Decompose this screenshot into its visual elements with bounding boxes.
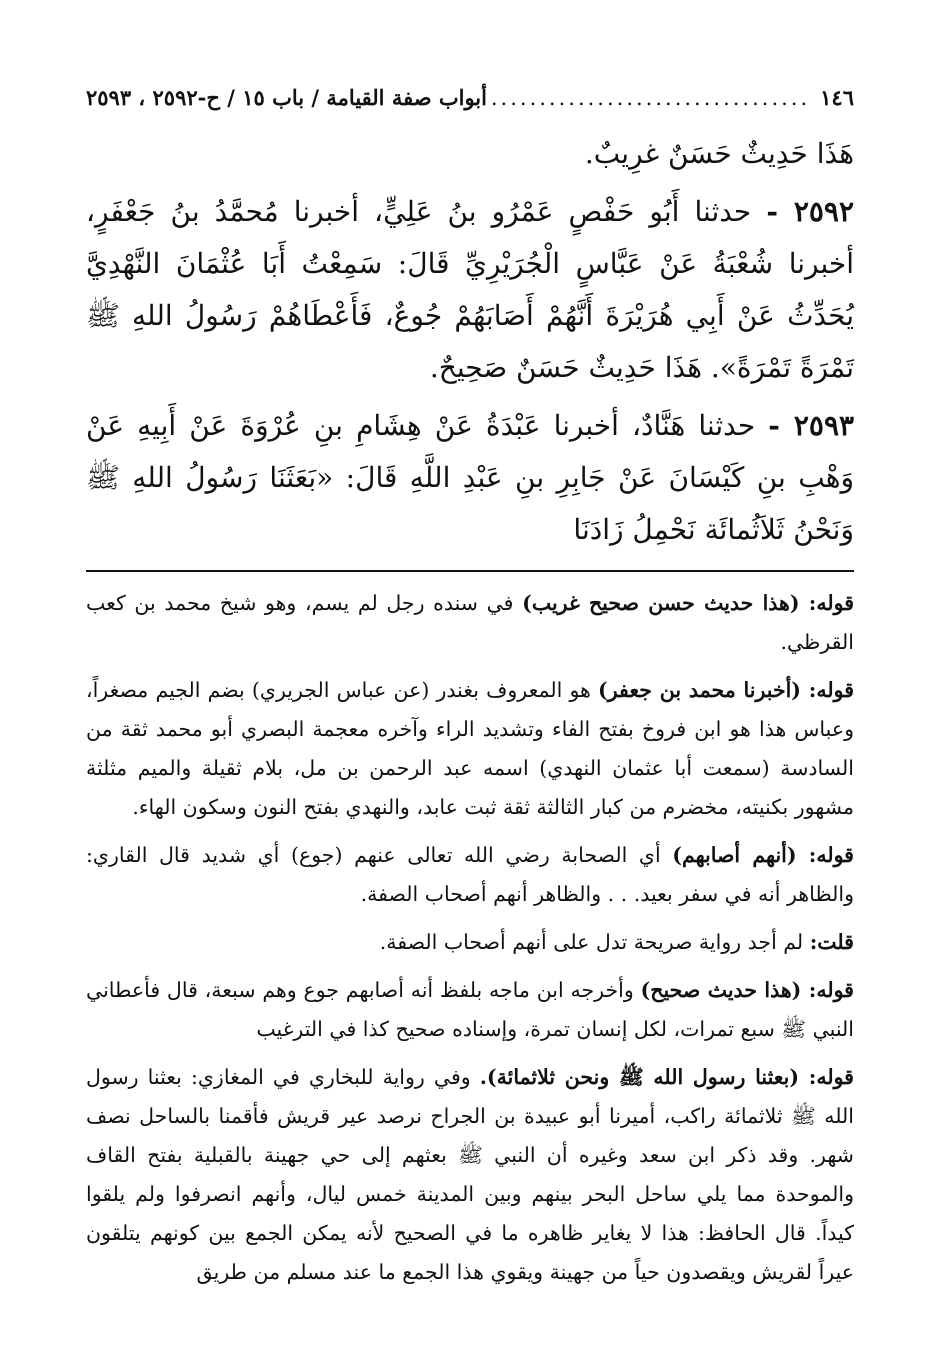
commentary-lead: قلت: — [809, 930, 854, 954]
commentary-text: أي الصحابة رضي الله تعالى عنهم (جوع) أي شديد قال القاري: والظاهر أنه في سفر بعيد. . . والظاهر أنهم أصحاب الصفة. — [86, 843, 854, 906]
commentary-text: في سنده رجل لم يسم، وهو شيخ محمد بن كعب القرظي. — [86, 591, 854, 654]
commentary-lead: قوله: (بعثنا رسول الله ﷺ ونحن ثلاثمائة). — [479, 1065, 854, 1089]
commentary-paragraph — [86, 584, 854, 662]
commentary-text: هو المعروف بغندر (عن عباس الجريري) بضم الجيم مصغراً، وعباس هذا هو ابن فروخ بفتح الفاء وتشديد الراء وآخره معجمة البصري أبو محمد ثقة من السادسة (سمعت أبا عثمان النهدي) اسمه عبد الرحمن بن مل، بلام ثقيلة والميم مثلثة مشهور بكنيته، مخضرم من كبار الثالثة ثقة ثبت عابد، والنهدي بفتح النون وسكون الهاء. — [86, 678, 854, 819]
commentary-text: وفي رواية للبخاري في المغازي: بعثنا رسول الله ﷺ ثلاثمائة راكب، أميرنا أبو عبيدة بن الجراح نرصد عير قريش فأقمنا بالساحل نصف شهر. وقد ذكر ابن سعد وغيره أن النبي ﷺ بعثهم إلى حي جهينة بالقبلية بفتح القاف والموحدة مما يلي ساحل البحر بينهم وبين المدينة خمس ليال، وأنهم انصرفوا ولم يلقوا كيداً. قال الحافظ: هذا لا يغاير ظاهره ما في الصحيح لأنه يمكن الجمع بين كونهم يتلقون عيراً لقريش ويقصدون حياً من جهينة ويقوي هذا الجمع ما عند مسلم من طريق — [86, 1065, 854, 1284]
commentary-lead: قوله: (أخبرنا محمد بن جعفر) — [598, 678, 854, 702]
dot-leader — [487, 78, 820, 118]
running-header — [86, 78, 854, 120]
commentary-paragraph — [86, 836, 854, 914]
hadith-2593 — [86, 400, 854, 556]
book-page — [86, 78, 854, 1301]
hadith-text-2592: حدثنا أَبُو حَفْصٍ عَمْرُو بنُ عَلِيٍّ، أخبرنا مُحمَّدُ بنُ جَعْفَرٍ، أخبرنا شُعْبَةُ عَنْ عَبَّاسٍ الْجُرَيْرِيِّ قَالَ: سَمِعْتُ أَبَا عُثْمَانَ النَّهْدِيَّ يُحَدِّثُ عَنْ أَبِي هُرَيْرَةَ أَنَّهُمْ أَصَابَهُمْ جُوعٌ، فَأَعْطَاهُمْ رَسُولُ اللهِ ﷺ تَمْرَةً تَمْرَةً». هَذَا حَدِيثٌ حَسَنٌ صَحِيحٌ. — [86, 195, 854, 384]
commentary-text: وأخرجه ابن ماجه بلفظ أنه أصابهم جوع وهم سبعة، قال فأعطاني النبي ﷺ سبع تمرات، لكل إنسان تمرة، وإسناده صحيح كذا في الترغيب — [86, 978, 854, 1041]
page-number: ١٤٦ — [820, 85, 854, 110]
text-commentary-divider — [86, 570, 854, 572]
commentary-lead: قوله: (أنهم أصابهم) — [672, 843, 854, 867]
commentary-section — [86, 584, 854, 1292]
commentary-paragraph — [86, 1058, 854, 1292]
commentary-text: لم أجد رواية صريحة تدل على أنهم أصحاب الصفة. — [379, 930, 810, 954]
hadith-2592 — [86, 186, 854, 394]
hadith-intro-line: هَذَا حَدِيثٌ حَسَنٌ غرِيبٌ. — [584, 137, 854, 170]
commentary-paragraph — [86, 671, 854, 827]
commentary-lead: قوله: (هذا حديث صحيح) — [640, 978, 854, 1002]
hadith-number-2593: ٢٥٩٣ - — [768, 409, 855, 442]
running-title: أبواب صفة القيامة / باب ١٥ / ح-٢٥٩٢ ، ٢٥٩٣ — [86, 85, 487, 110]
commentary-paragraph — [86, 971, 854, 1049]
commentary-paragraph — [86, 923, 854, 962]
commentary-lead: قوله: (هذا حديث حسن صحيح غريب) — [522, 591, 855, 615]
hadith-number-2592: ٢٥٩٢ - — [766, 195, 854, 228]
hadith-text-2593: حدثنا هَنَّادٌ، أخبرنا عَبْدَةُ عَنْ هِشَامِ بنِ عُرْوَةَ عَنْ أَبِيهِ عَنْ وَهْبِ بنِ كَيْسَانَ عَنْ جَابِرِ بنِ عَبْدِ اللَّهِ قَالَ: «بَعَثَنَا رَسُولُ اللهِ ﷺ وَنَحْنُ ثَلاَثُمائَة نَحْمِلُ زَادَنَا — [86, 409, 854, 546]
hadith-section — [86, 128, 854, 556]
